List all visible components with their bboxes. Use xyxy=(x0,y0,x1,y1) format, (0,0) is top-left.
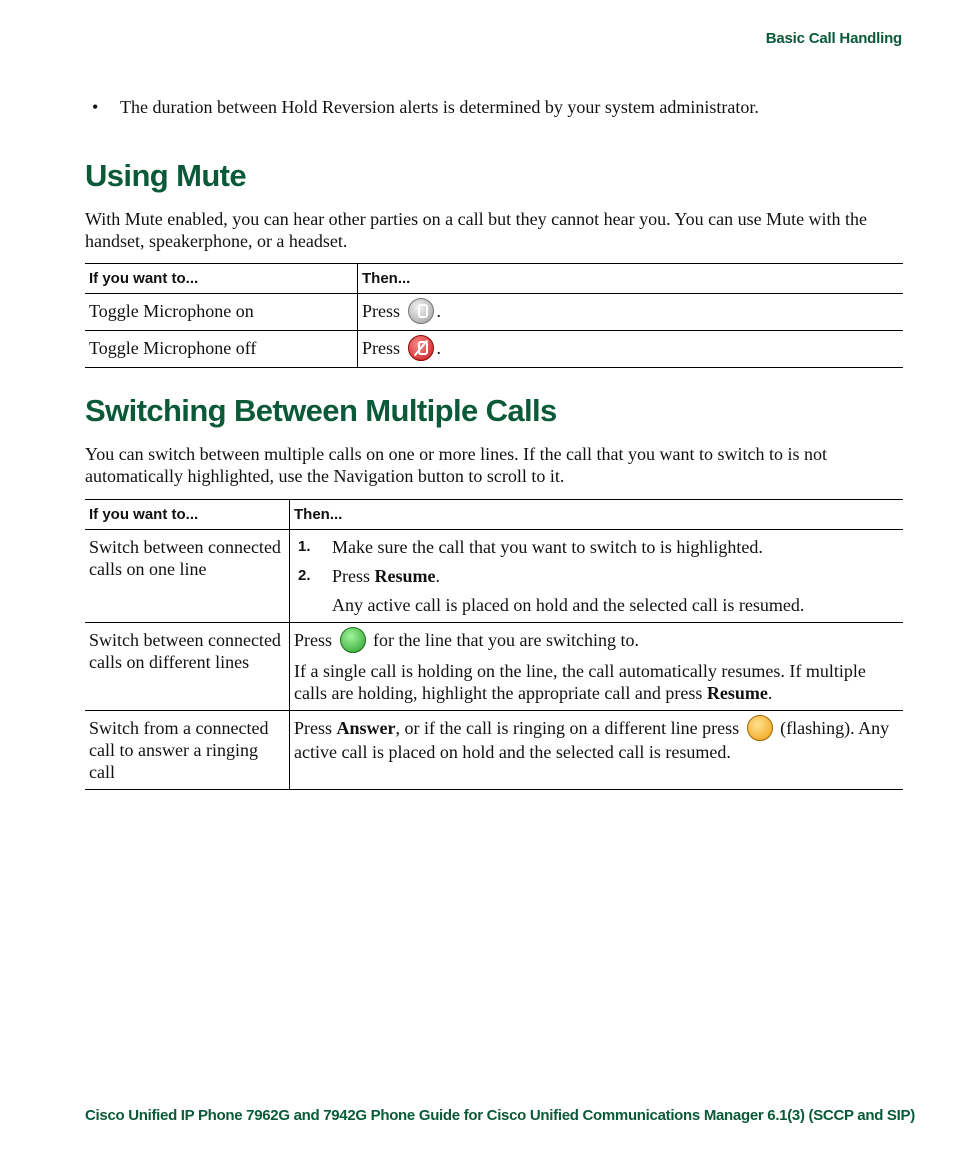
column-header: If you want to... xyxy=(85,500,290,530)
table-row xyxy=(85,623,903,711)
step-note: Any active call is placed on hold and the selected call is resumed. xyxy=(332,595,805,615)
action-cell: Switch from a connected call to answer a ringing call xyxy=(85,710,290,789)
table-header-row xyxy=(85,264,903,294)
then-cell xyxy=(358,294,904,331)
then-text: Press xyxy=(294,630,333,650)
then-text: Press xyxy=(362,337,401,358)
then-text: Press xyxy=(362,301,401,321)
then-suffix: . xyxy=(436,301,442,321)
column-header: If you want to... xyxy=(85,264,358,294)
mute-description: With Mute enabled, you can hear other parties on a call but they cannot hear you. You can use Mute with the handset, speakerphone, or a headset. xyxy=(85,209,868,251)
running-header: Basic Call Handling xyxy=(765,30,902,47)
section-title-switching: Switching Between Multiple Calls xyxy=(85,393,557,428)
then-cell xyxy=(290,530,904,623)
table-header-row xyxy=(85,500,903,530)
step-2 xyxy=(294,565,899,587)
then-cell xyxy=(290,623,904,711)
step-text-prefix: Press xyxy=(332,566,371,586)
action-cell: Switch between connected calls on one line xyxy=(85,530,290,623)
then-cell xyxy=(290,710,904,789)
then-text: for the line that you are switching to. xyxy=(373,630,639,650)
then-paragraph xyxy=(294,660,899,704)
step-1 xyxy=(294,536,899,558)
column-header: Then... xyxy=(358,264,904,294)
table-row xyxy=(85,710,903,789)
table-row xyxy=(85,530,903,623)
line-button-green-icon xyxy=(340,627,366,653)
mute-button-red-icon xyxy=(408,335,434,361)
action-cell: Toggle Microphone on xyxy=(85,294,358,331)
then-suffix: . xyxy=(767,682,773,703)
step-text: Make sure the call that you want to switch to is highlighted. xyxy=(332,537,763,557)
mute-table xyxy=(85,263,903,368)
switching-table xyxy=(85,499,903,790)
step-text xyxy=(332,565,440,587)
step-number: 2. xyxy=(298,567,311,584)
page-footer: Cisco Unified IP Phone 7962G and 7942G Phone Guide for Cisco Unified Communications Manager 6.1(3) (SCCP and SIP) xyxy=(85,1107,915,1124)
resume-softkey-label: Resume xyxy=(706,682,768,703)
action-cell: Switch between connected calls on different lines xyxy=(85,623,290,711)
answer-softkey-label: Answer xyxy=(336,717,396,738)
resume-softkey-label: Resume xyxy=(374,566,436,586)
mute-button-gray-icon xyxy=(408,298,434,324)
step-text-suffix: . xyxy=(435,566,441,586)
table-row xyxy=(85,330,903,367)
intro-bullet xyxy=(92,97,759,118)
table-row xyxy=(85,294,903,331)
then-text: , or if the call is ringing on a different line press xyxy=(395,717,740,738)
column-header: Then... xyxy=(290,500,904,530)
then-line xyxy=(294,629,899,653)
step-number: 1. xyxy=(298,538,311,555)
line-button-amber-icon xyxy=(747,715,773,741)
bullet-marker: • xyxy=(92,97,99,117)
action-cell: Toggle Microphone off xyxy=(85,330,358,367)
then-text: (flashing). Any active call is placed on hold and the selected call is resumed. xyxy=(294,717,890,762)
then-text: If a single call is holding on the line, the call automatically resumes. If multiple calls are holding, highlight the appropriate call and press xyxy=(294,660,866,703)
then-text: Press xyxy=(294,717,333,738)
switching-description: You can switch between multiple calls on one or more lines. If the call that you want to switch to is not automatically highlighted, use the Navigation button to scroll to it. xyxy=(85,444,828,486)
then-cell xyxy=(358,330,904,367)
section-title-mute: Using Mute xyxy=(85,158,247,193)
then-suffix: . xyxy=(436,337,442,358)
bullet-text: The duration between Hold Reversion alerts is determined by your system administrator. xyxy=(120,97,759,117)
